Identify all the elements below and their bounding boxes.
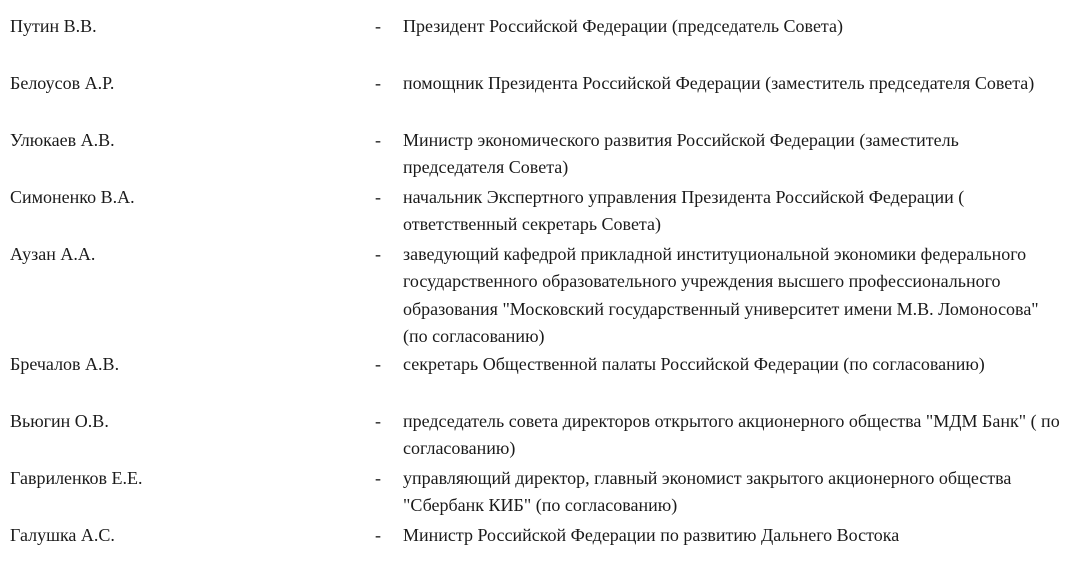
member-row (10, 522, 1063, 579)
member-name: Бречалов А.В. (10, 353, 120, 374)
member-name: Белоусов А.Р. (10, 73, 115, 93)
member-position: Президент Российской Федерации (председатель Совета) (403, 16, 843, 36)
member-row (10, 70, 1063, 127)
member-name: Гавриленков Е.Е. (10, 467, 143, 488)
dash-separator: - (375, 353, 381, 374)
dash-separator: - (375, 410, 381, 431)
member-position: управляющий директор, главный экономист закрытого акционерного общества "Сбербанк КИБ" (по согласованию) (403, 467, 1012, 516)
member-name: Аузан А.А. (10, 244, 96, 264)
member-position: заведующий кафедрой прикладной институциональной экономики федерального государственного образовательного учреждения высшего профессионального образования "Московский государственный университет имени М.В. Ломоносова" (по согласованию) (403, 244, 1039, 347)
member-row (10, 465, 1063, 522)
member-name: Улюкаев А.В. (10, 130, 115, 150)
member-row (10, 127, 1063, 184)
member-position: Министр экономического развития Российской Федерации (заместитель председателя Совета) (403, 130, 959, 178)
dash-separator: - (375, 524, 381, 545)
member-position: секретарь Общественной палаты Российской Федерации (по согласованию) (403, 353, 985, 374)
dash-separator: - (375, 244, 381, 264)
dash-separator: - (375, 130, 381, 150)
member-row (10, 184, 1063, 241)
member-row (10, 241, 1063, 351)
dash-separator: - (375, 16, 381, 36)
member-position: начальник Экспертного управления Президента Российской Федерации ( ответственный секретарь Совета) (403, 187, 965, 235)
dash-separator: - (375, 187, 381, 207)
member-name: Вьюгин О.В. (10, 410, 109, 431)
member-position: Министр Российской Федерации по развитию Дальнего Востока (403, 524, 900, 545)
member-name: Галушка А.С. (10, 524, 115, 545)
dash-separator: - (375, 467, 381, 488)
dash-separator: - (375, 73, 381, 93)
member-name: Путин В.В. (10, 16, 97, 36)
member-row (10, 351, 1063, 408)
member-name: Симоненко В.А. (10, 187, 135, 207)
member-row (10, 13, 1063, 70)
member-position: председатель совета директоров открытого акционерного общества "МДМ Банк" ( по согласованию) (403, 410, 1060, 459)
member-position: помощник Президента Российской Федерации (заместитель председателя Совета) (403, 73, 1035, 93)
member-row (10, 408, 1063, 465)
